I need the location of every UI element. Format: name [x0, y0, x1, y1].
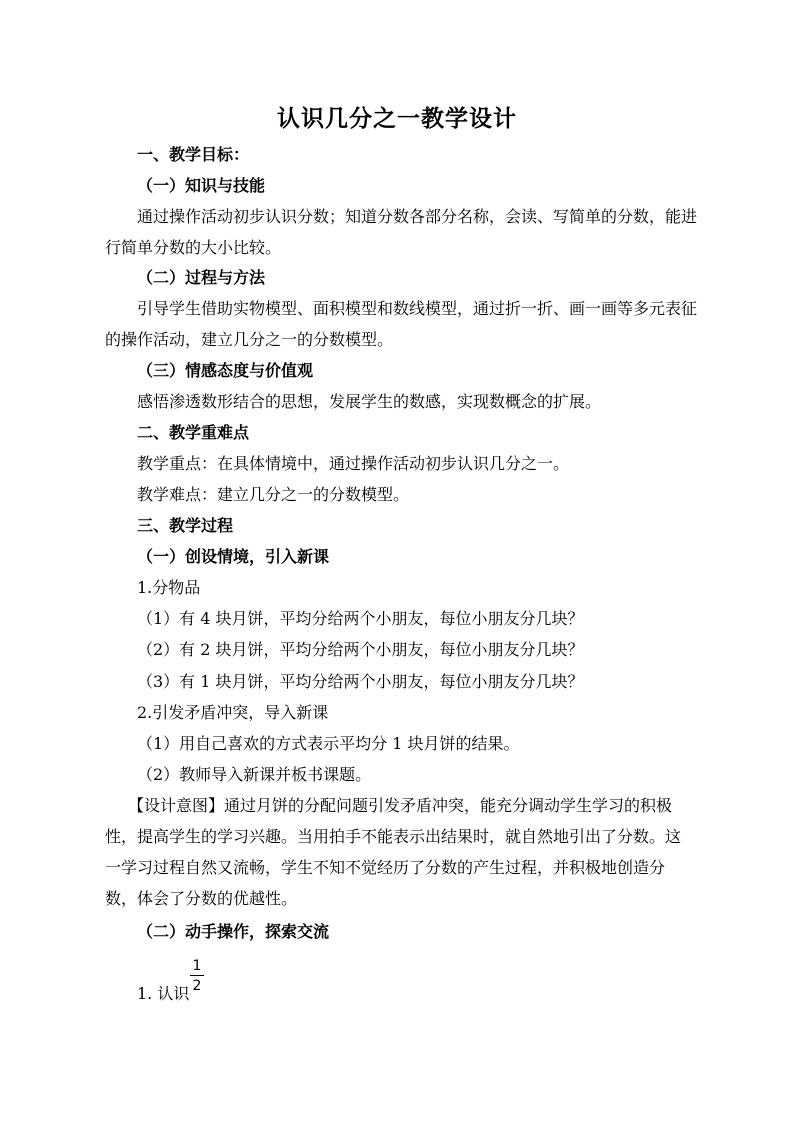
fraction-denominator: 2: [192, 978, 202, 994]
paragraph-line: 性，提高学生的学习兴趣。当用拍手不能表示出结果时，就自然地引出了分数。这: [105, 827, 682, 846]
paragraph-line: 通过操作活动初步认识分数；知道分数各部分名称，会读、写简单的分数，能进: [137, 207, 698, 226]
document-title: 认识几分之一教学设计: [277, 105, 517, 132]
subheading-emotion-values: （三）情感态度与价值观: [137, 361, 314, 380]
paragraph-line: 引导学生借助实物模型、面积模型和数线模型，通过折一折、画一画等多元表征: [137, 299, 698, 318]
subheading-hands-on: （二）动手操作，探索交流: [137, 922, 330, 941]
paragraph-line: 一学习过程自然又流畅，学生不知不觉经历了分数的产生过程，并积极地创造分: [105, 858, 666, 877]
paragraph-line: 感悟渗透数形结合的思想，发展学生的数感，实现数概念的扩展。: [137, 392, 602, 411]
section-heading-process: 三、教学过程: [137, 516, 234, 535]
step-item: （2）教师导入新课并板书课题。: [137, 765, 372, 784]
fraction-bar: [190, 975, 204, 976]
subheading-process-methods: （二）过程与方法: [137, 268, 266, 287]
question-item: （3）有 1 块月饼，平均分给两个小朋友，每位小朋友分几块？: [137, 672, 584, 691]
difficult-point-text: 教学难点：建立几分之一的分数模型。: [137, 485, 410, 504]
question-item: （1）有 4 块月饼，平均分给两个小朋友，每位小朋友分几块？: [137, 609, 584, 628]
question-item: （2）有 2 块月饼，平均分给两个小朋友，每位小朋友分几块？: [137, 640, 584, 659]
design-intent-label: 【设计意图】: [128, 796, 225, 815]
list-item: 1.分物品: [137, 578, 201, 597]
subheading-knowledge-skills: （一）知识与技能: [137, 176, 266, 195]
paragraph-line: 的操作活动，建立几分之一的分数模型。: [105, 330, 394, 349]
section-heading-key-points: 二、教学重难点: [137, 423, 250, 442]
fraction-numerator: 1: [192, 958, 202, 974]
paragraph-line: 行简单分数的大小比较。: [105, 238, 282, 257]
step-item: （1）用自己喜欢的方式表示平均分 1 块月饼的结果。: [137, 734, 520, 753]
key-point-text: 教学重点：在具体情境中，通过操作活动初步认识几分之一。: [137, 454, 570, 473]
paragraph-line: 数，体会了分数的优越性。: [105, 889, 298, 908]
subheading-create-situation: （一）创设情境，引入新课: [137, 547, 330, 566]
section-heading-objectives: 一、教学目标：: [137, 145, 250, 164]
fraction-one-half: [190, 958, 204, 994]
list-item: 2.引发矛盾冲突，导入新课: [137, 703, 329, 722]
design-intent-line: 【设计意图】通过月饼的分配问题引发矛盾冲突，能充分调动学生学习的积极: [128, 796, 673, 815]
list-item: 1. 认识: [137, 984, 190, 1003]
